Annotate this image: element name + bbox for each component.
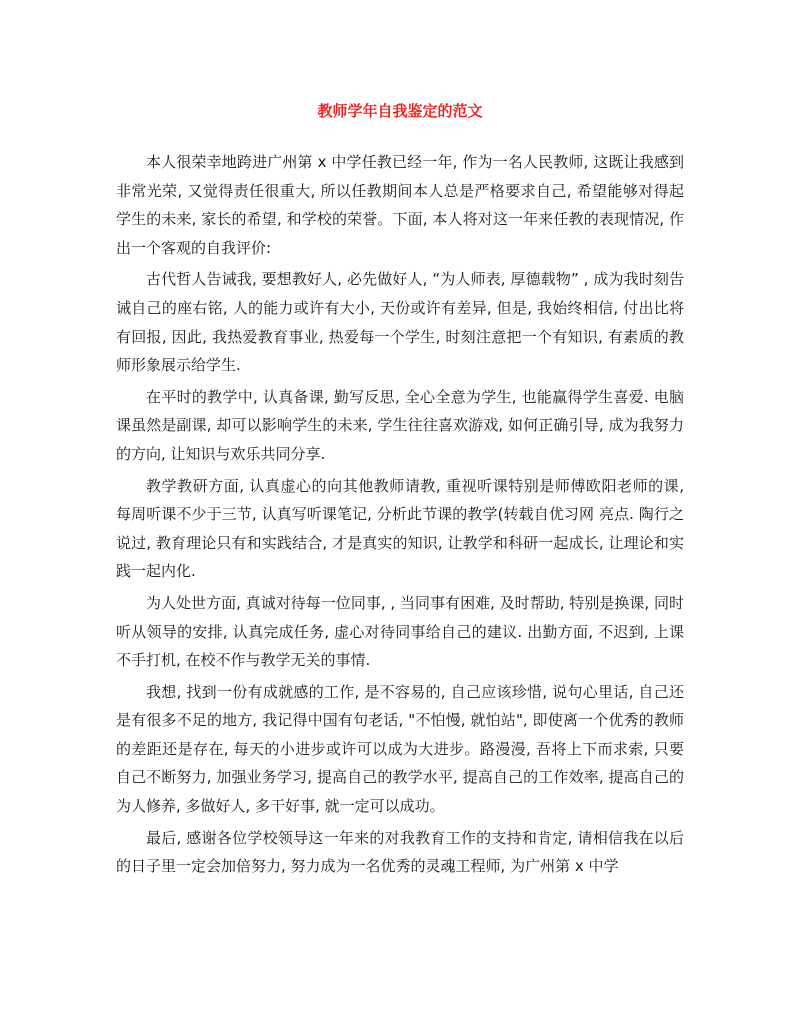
document-title: 教师学年自我鉴定的范文 [317, 102, 483, 120]
paragraph-4: 教学教研方面, 认真虚心的向其他教师请教, 重视听课特别是师傅欧阳老师的课, 每周听课不少于三节, 认真写听课笔记, 分析此节课的教学(转载自优习网 亮点. 陶行之说过, 教育理论只有和实践结合, 才是真实的知识, 让教学和科研一起成长, 让理论和实践一起内化. [116, 476, 684, 581]
document-body [116, 148, 684, 884]
paragraph-3: 在平时的教学中, 认真备课, 勤写反思, 全心全意为学生, 也能赢得学生喜爱. 电脑课虽然是副课, 却可以影响学生的未来, 学生往往喜欢游戏, 如何正确引导, 成为我努力的方向, 让知识与欢乐共同分享. [116, 387, 684, 463]
paragraph-6: 我想, 找到一份有成就感的工作, 是不容易的, 自己应该珍惜, 说句心里话, 自己还是有很多不足的地方, 我记得中国有句老话, "不怕慢, 就怕站", 即使离一个优秀的教师的差距还是存在, 每天的小进步或许可以成为大进步。路漫漫, 吾将上下而求索, 只要自己不断努力, 加强业务学习, 提高自己的教学水平, 提高自己的工作效率, 提高自己的为人修养, 多做好人, 多干好事, 就一定可以成功。 [116, 682, 684, 816]
paragraph-7: 最后, 感谢各位学校领导这一年来的对我教育工作的支持和肯定, 请相信我在以后的日子里一定会加倍努力, 努力成为一名优秀的灵魂工程师, 为广州第 x 中学 [116, 828, 684, 876]
paragraph-1: 本人很荣幸地跨进广州第 x 中学任教已经一年, 作为一名人民教师, 这既让我感到非常光荣, 又觉得责任很重大, 所以任教期间本人总是严格要求自己, 希望能够对得起学生的未来, 家长的希望, 和学校的荣誉。下面, 本人将对这一年来任教的表现情况, 作出一个客观的自我评价: [116, 153, 684, 257]
paragraph-2: 古代哲人告诫我, 要想教好人, 必先做好人, “为人师表, 厚德载物” , 成为我时刻告诫自己的座右铭, 人的能力或许有大小, 天份或许有差异, 但是, 我始终相信, 付出比将有回报, 因此, 我热爱教育事业, 热爱每一个学生, 时刻注意把一个有知识, 有素质的教师形象展示给学生. [116, 270, 684, 375]
paragraph-5: 为人处世方面, 真诚对待每一位同事, , 当同事有困难, 及时帮助, 特别是换课, 同时听从领导的安排, 认真完成任务, 虚心对待同事给自己的建议. 出勤方面, 不迟到, 上课不手打机, 在校不作与教学无关的事情. [116, 593, 684, 670]
